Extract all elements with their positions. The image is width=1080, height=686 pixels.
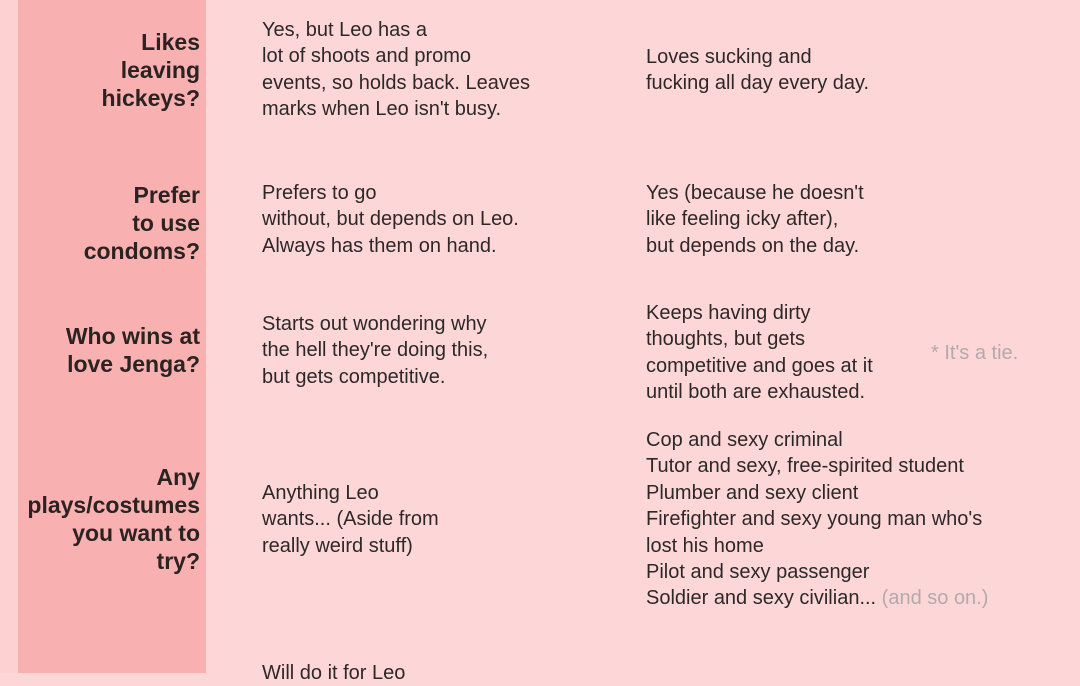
page-left-margin	[0, 0, 18, 673]
row-label-costumes: Any plays/costumes you want to try?	[27, 464, 200, 574]
answer-b-hickeys: Loves sucking and fucking all day every day.	[646, 46, 870, 95]
answer-a-hickeys: Yes, but Leo has a lot of shoots and promo events, so holds back. Leaves marks when Leo isn't busy.	[262, 19, 530, 121]
answer-b-jenga: Keeps having dirty thoughts, but gets competitive and goes at it until both are exhausted.	[646, 302, 873, 404]
tie-note: * It's a tie.	[931, 342, 1019, 364]
answer-b-condoms: Yes (because he doesn't like feeling icky after), but depends on the day.	[646, 182, 864, 257]
answer-a-condoms: Prefers to go without, but depends on Leo. Always has them on hand.	[262, 182, 519, 257]
answer-a-jenga: Starts out wondering why the hell they're doing this, but gets competitive.	[262, 313, 489, 388]
row-label-hickeys: Likes leaving hickeys?	[101, 29, 200, 111]
answer-b-costumes	[646, 427, 988, 612]
row-label-condoms: Prefer to use condoms?	[83, 182, 200, 264]
answer-a-costumes: Anything Leo wants... (Aside from really weird stuff)	[262, 482, 439, 557]
row-label-jenga: Who wins at love Jenga?	[65, 323, 200, 377]
answer-b-costumes-text: Cop and sexy criminal Tutor and sexy, free-spirited student Plumber and sexy client Firefighter and sexy young man who's lost his home Pilot and sexy passenger Soldier and sexy civilian...	[646, 429, 983, 610]
answer-a-partial-row: Will do it for Leo	[262, 662, 406, 684]
and-so-on-note: (and so on.)	[881, 587, 989, 610]
